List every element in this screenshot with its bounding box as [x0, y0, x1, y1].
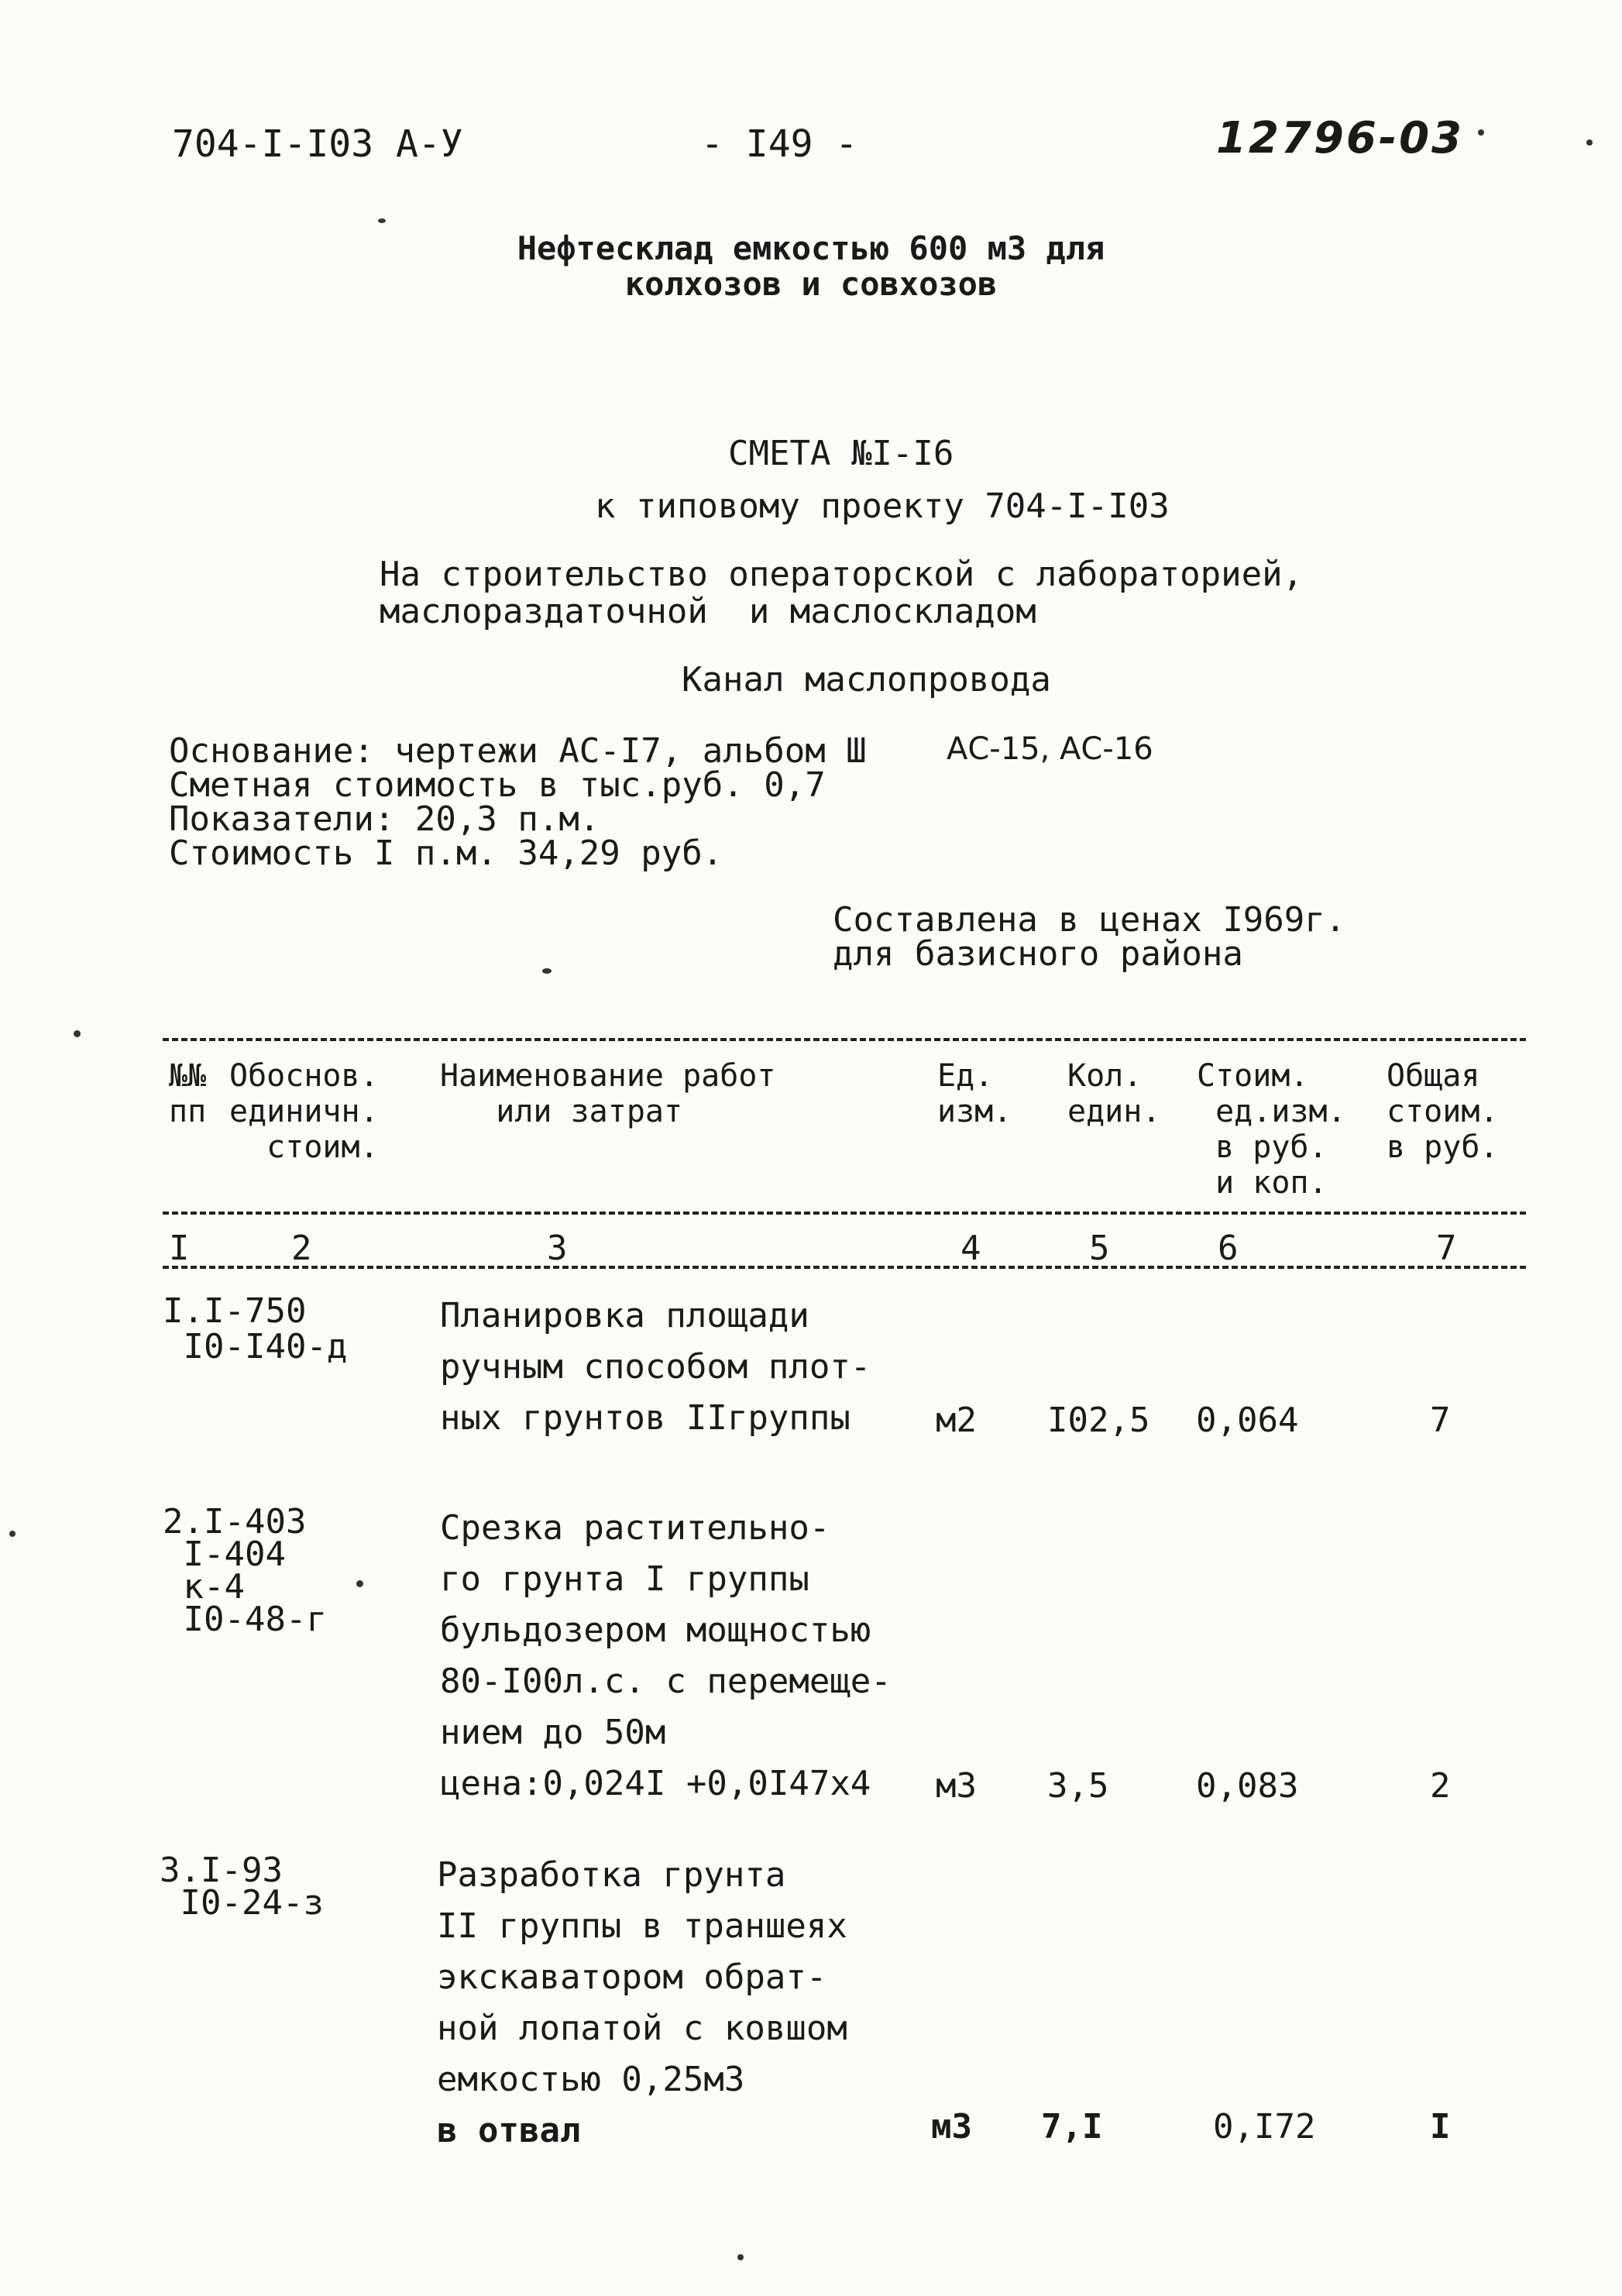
- column-number-3: 3: [547, 1229, 568, 1268]
- row-2-work-name: Срезка растительно- го грунта I группы бульдозером мощностью 80-I00л.с. с перемеще- нием до 50м цена:0,024I +0,0I47x4: [440, 1508, 892, 1803]
- header-col-3: Наименование работ или затрат: [440, 1058, 776, 1129]
- row-3-number-basis: 3.I-93 I0-24-з: [160, 1851, 324, 1923]
- column-number-6: 6: [1218, 1229, 1239, 1268]
- row-3-total: I: [1430, 2107, 1451, 2146]
- scan-speck: [356, 1580, 363, 1587]
- row-3-unit: м3: [931, 2107, 972, 2146]
- header-col-1: №№ пп: [169, 1058, 207, 1129]
- column-numbers-rule: [163, 1266, 1526, 1269]
- column-number-1: I: [169, 1229, 190, 1268]
- header-col-2: Обоснов. единичн. стоим.: [229, 1058, 379, 1165]
- row-1-unit: м2: [936, 1401, 977, 1440]
- row-1-quantity: I02,5: [1047, 1401, 1150, 1440]
- object-title-line-2: колхозов и совхозов: [624, 265, 998, 303]
- handwritten-inventory-number: 12796-03: [1216, 113, 1464, 163]
- object-title-line-1: Нефтесклад емкостью 600 м3 для: [517, 229, 1105, 267]
- row-3-unit-price: 0,I72: [1213, 2107, 1316, 2146]
- column-number-2: 2: [291, 1229, 312, 1268]
- scan-speck: [378, 218, 386, 223]
- estimate-title: СМЕТА №I-I6: [728, 434, 954, 473]
- estimate-subtitle: к типовому проекту 704-I-I03: [595, 486, 1170, 526]
- header-col-6: Стоим. ед.изм. в руб. и коп.: [1197, 1058, 1346, 1201]
- column-number-4: 4: [960, 1229, 981, 1268]
- scan-speck: [1586, 139, 1593, 146]
- row-1-work-name: Планировка площади ручным способом плот- ных грунтов IIгруппы: [440, 1296, 871, 1438]
- column-number-5: 5: [1089, 1229, 1110, 1268]
- prices-note-line-2: для базисного района: [833, 934, 1243, 974]
- row-1-number-basis: I.I-750 I0-I40-д: [163, 1291, 348, 1366]
- indicators-line: Показатели: 20,3 п.м.: [169, 799, 600, 839]
- scan-speck: [74, 1030, 81, 1037]
- row-2-unit: м3: [936, 1766, 977, 1806]
- row-1-unit-price: 0,064: [1196, 1401, 1299, 1440]
- basis-line: Основание: чертежи АС-I7, альбом Ш: [169, 731, 867, 771]
- estimate-purpose-line-2: маслораздаточной и маслоскладом: [380, 592, 1036, 631]
- scan-speck: [737, 2254, 744, 2260]
- estimated-cost-line: Сметная стоимость в тыс.руб. 0,7: [169, 765, 826, 805]
- row-2-quantity: 3,5: [1047, 1766, 1109, 1806]
- page-number: - I49 -: [701, 122, 858, 166]
- table-top-rule: [163, 1038, 1526, 1041]
- row-1-total: 7: [1430, 1401, 1451, 1440]
- row-3-work-name: Разработка грунта II группы в траншеях экскаватором обрат- ной лопатой с ковшом емкостью 0,25м3 в отвал: [437, 1855, 847, 2150]
- row-2-total: 2: [1430, 1766, 1451, 1806]
- row-2-unit-price: 0,083: [1196, 1766, 1299, 1806]
- scan-speck: [542, 968, 552, 974]
- header-bottom-rule: [163, 1212, 1526, 1215]
- scan-speck: [9, 1531, 15, 1537]
- estimate-purpose-line-1: На строительство операторской с лабораторией,: [380, 555, 1304, 594]
- header-col-7: Общая стоим. в руб.: [1387, 1058, 1499, 1165]
- prices-note-line-1: Составлена в ценах I969г.: [833, 900, 1346, 940]
- row-3-quantity: 7,I: [1041, 2107, 1103, 2146]
- scan-speck: [1478, 129, 1484, 136]
- basis-handwritten-note: АС-15, АС-16: [947, 731, 1153, 767]
- header-col-5: Кол. един.: [1067, 1058, 1161, 1129]
- section-title: Канал маслопровода: [682, 660, 1051, 699]
- column-number-7: 7: [1436, 1229, 1457, 1268]
- row-2-number-basis: 2.I-403 I-404 к-4 I0-48-г: [163, 1502, 327, 1639]
- unit-cost-line: Стоимость I п.м. 34,29 руб.: [169, 834, 723, 873]
- document-code: 704-I-I03 А-У: [172, 122, 463, 166]
- header-col-4: Ед. изм.: [937, 1058, 1012, 1129]
